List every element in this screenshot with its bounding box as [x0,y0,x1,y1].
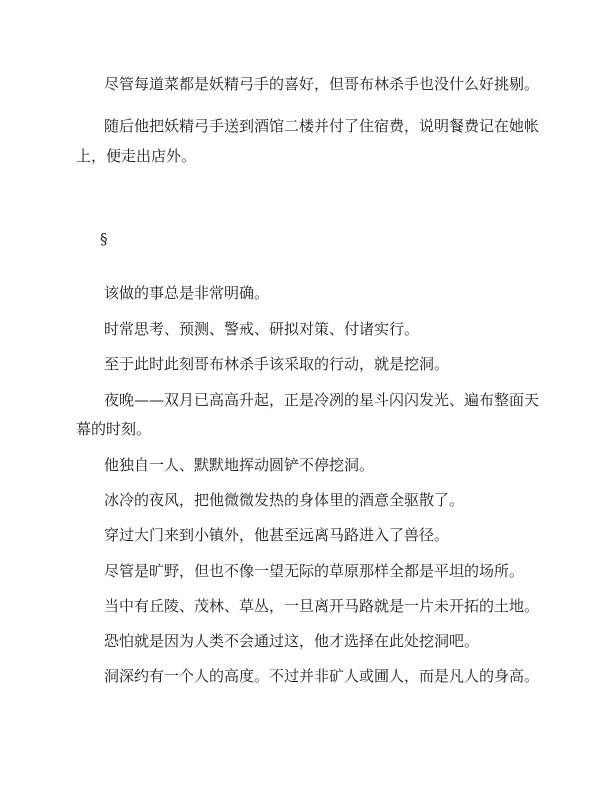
paragraph-line-2: 随后他把妖精弓手送到酒馆二楼并付了住宿费，说明餐费记在她帐 [104,117,540,135]
paragraph-line-5: 时常思考、预测、警戒、研拟对策、付诸实行。 [104,320,420,338]
paragraph-line-14: 恐怕就是因为人类不会通过这，他才选择在此处挖洞吧。 [104,632,480,650]
paragraph-line-15: 洞深约有一个人的高度。不过并非矿人或圃人，而是凡人的身高。 [104,667,540,685]
paragraph-line-13: 当中有丘陵、茂林、草丛，一旦离开马路就是一片未开拓的土地。 [104,597,540,615]
paragraph-line-7: 夜晚——双月已高高升起，正是冷冽的星斗闪闪发光、遍布整面天 [104,391,540,409]
paragraph-line-10: 冰冷的夜风，把他微微发热的身体里的酒意全驱散了。 [104,491,465,509]
paragraph-line-11: 穿过大门来到小镇外，他甚至远离马路进入了兽径。 [104,526,450,544]
section-break-mark: § [100,230,108,248]
paragraph-line-6: 至于此时此刻哥布林杀手该采取的行动，就是挖洞。 [104,355,450,373]
paragraph-line-3: 上，便走出店外。 [76,147,197,165]
paragraph-line-8: 幕的时刻。 [76,420,152,438]
paragraph-line-4: 该做的事总是非常明确。 [104,284,270,302]
paragraph-line-9: 他独自一人、默默地挥动圆铲不停挖洞。 [104,456,375,474]
paragraph-line-12: 尽管是旷野，但也不像一望无际的草原那样全都是平坦的场所。 [104,562,525,580]
paragraph-line-1: 尽管每道菜都是妖精弓手的喜好，但哥布林杀手也没什么好挑剔。 [104,75,540,93]
